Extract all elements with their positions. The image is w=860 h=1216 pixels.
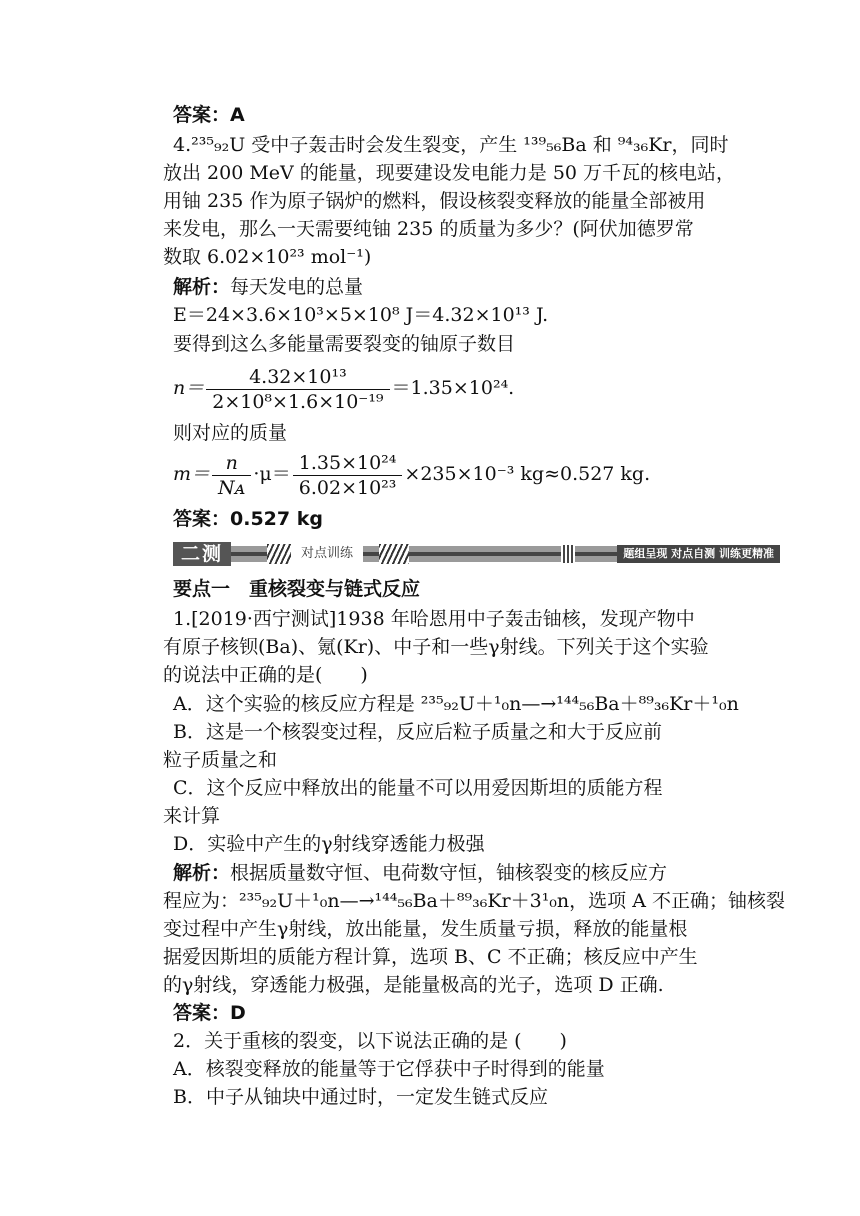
mass-text: 则对应的质量 <box>173 422 288 444</box>
atoms-text: 要得到这么多能量需要裂变的铀原子数目 <box>173 333 516 355</box>
m-equation <box>173 446 650 502</box>
q1-line-1: 1.[2019·西宁测试]1938 年哈恩用中子轰击铀核，发现产物中 <box>173 608 695 630</box>
q4-analysis <box>173 274 363 300</box>
q1-option-d: D．实验中产生的γ射线穿透能力极强 <box>173 833 485 855</box>
q1-line-2: 有原子核钡(Ba)、氪(Kr)、中子和一些γ射线。下列关于这个实验 <box>163 636 709 658</box>
banner-tag: 二测 <box>173 542 231 566</box>
q4-line-1: 4.²³⁵₉₂U 受中子轰击时会发生裂变，产生 ¹³⁹₅₆Ba 和 ⁹⁴₃₆Kr，同时 <box>173 134 729 156</box>
q1-analysis-label: 解析： <box>173 862 231 884</box>
n-rhs: ＝1.35×10²⁴. <box>391 377 515 399</box>
q4-answer-text: 答案：0.527 kg <box>173 508 323 530</box>
q1-answer: 答案：D <box>173 1002 246 1024</box>
q4-answer <box>173 506 323 532</box>
energy-equation: E＝24×3.6×10³×5×10⁸ J＝4.32×10¹³ J. <box>173 304 549 326</box>
q1-analysis-5: 的γ射线，穿透能力极强，是能量极高的光子，选项 D 正确. <box>163 974 664 996</box>
q2-option-a: A．核裂变释放的能量等于它俘获中子时得到的能量 <box>173 1058 605 1080</box>
q1-analysis-4: 据爱因斯坦的质能方程计算，选项 B、C 不正确；核反应中产生 <box>163 946 698 968</box>
m-fraction-1 <box>212 452 251 499</box>
m-fraction-2 <box>293 452 403 499</box>
m-frac2-den: 6.02×10²³ <box>298 476 397 499</box>
m-rhs: ×235×10⁻³ kg≈0.527 kg. <box>404 463 651 485</box>
prev-answer: 答案：A <box>173 104 245 126</box>
analysis-label: 解析： <box>173 276 231 298</box>
n-numerator: 4.32×10¹³ <box>206 366 389 390</box>
m-frac1-num: n <box>212 452 251 476</box>
q4-line-2: 放出 200 MeV 的能量，现要建设发电能力是 50 万千瓦的核电站， <box>163 162 736 184</box>
n-lhs: n＝ <box>173 377 205 399</box>
n-equation <box>173 360 514 416</box>
q1-analysis-2: 程应为：²³⁵₉₂U＋¹₀n—→¹⁴⁴₅₆Ba＋⁸⁹₃₆Kr＋3¹₀n，选项 A 不正确；铀核裂 <box>163 890 785 912</box>
m-lhs: m＝ <box>173 463 211 485</box>
banner-bars <box>561 545 575 563</box>
n-denominator: 2×10⁸×1.6×10⁻¹⁹ <box>212 390 384 413</box>
section-banner <box>173 542 780 566</box>
analysis-text: 每天发电的总量 <box>230 276 364 298</box>
q4-line-5: 数取 6.02×10²³ mol⁻¹) <box>163 246 372 268</box>
q1-option-c-2: 来计算 <box>163 805 221 827</box>
n-fraction <box>206 366 389 413</box>
q2-option-b: B．中子从铀块中通过时，一定发生链式反应 <box>173 1086 548 1108</box>
m-frac2-num: 1.35×10²⁴ <box>293 452 403 476</box>
q1-analysis-3: 变过程中产生γ射线，放出能量，发生质量亏损，释放的能量根 <box>163 918 688 940</box>
q4-line-4: 来发电，那么一天需要纯铀 235 的质量为多少？(阿伏加德罗常 <box>163 218 694 240</box>
q1-option-b-1: B．这是一个核裂变过程，反应后粒子质量之和大于反应前 <box>173 721 662 743</box>
m-mid: ·μ＝ <box>253 463 291 485</box>
banner-hatch-right <box>379 544 409 564</box>
q2-stem: 2．关于重核的裂变，以下说法正确的是 ( ) <box>173 1030 567 1052</box>
q1-analysis-1 <box>173 860 667 886</box>
q1-option-a: A．这个实验的核反应方程是 ²³⁵₉₂U＋¹₀n—→¹⁴⁴₅₆Ba＋⁸⁹₃₆Kr＋¹₀n <box>173 693 739 715</box>
q1-line-3: 的说法中正确的是( ) <box>163 664 368 686</box>
q1-option-c-1: C．这个反应中释放出的能量不可以用爱因斯坦的质能方程 <box>173 777 663 799</box>
banner-right-text: 题组呈现 对点自测 训练更精准 <box>617 545 780 563</box>
q1-option-b-2: 粒子质量之和 <box>163 749 278 771</box>
banner-subtitle: 对点训练 <box>291 542 363 566</box>
m-frac1-den: Nᴀ <box>218 476 246 499</box>
key-point-heading: 要点一 重核裂变与链式反应 <box>173 578 421 600</box>
q4-line-3: 用铀 235 作为原子锅炉的燃料，假设核裂变释放的能量全部被用 <box>163 190 706 212</box>
q1-analysis-text-1: 根据质量数守恒、电荷数守恒，铀核裂变的核反应方 <box>230 862 668 884</box>
